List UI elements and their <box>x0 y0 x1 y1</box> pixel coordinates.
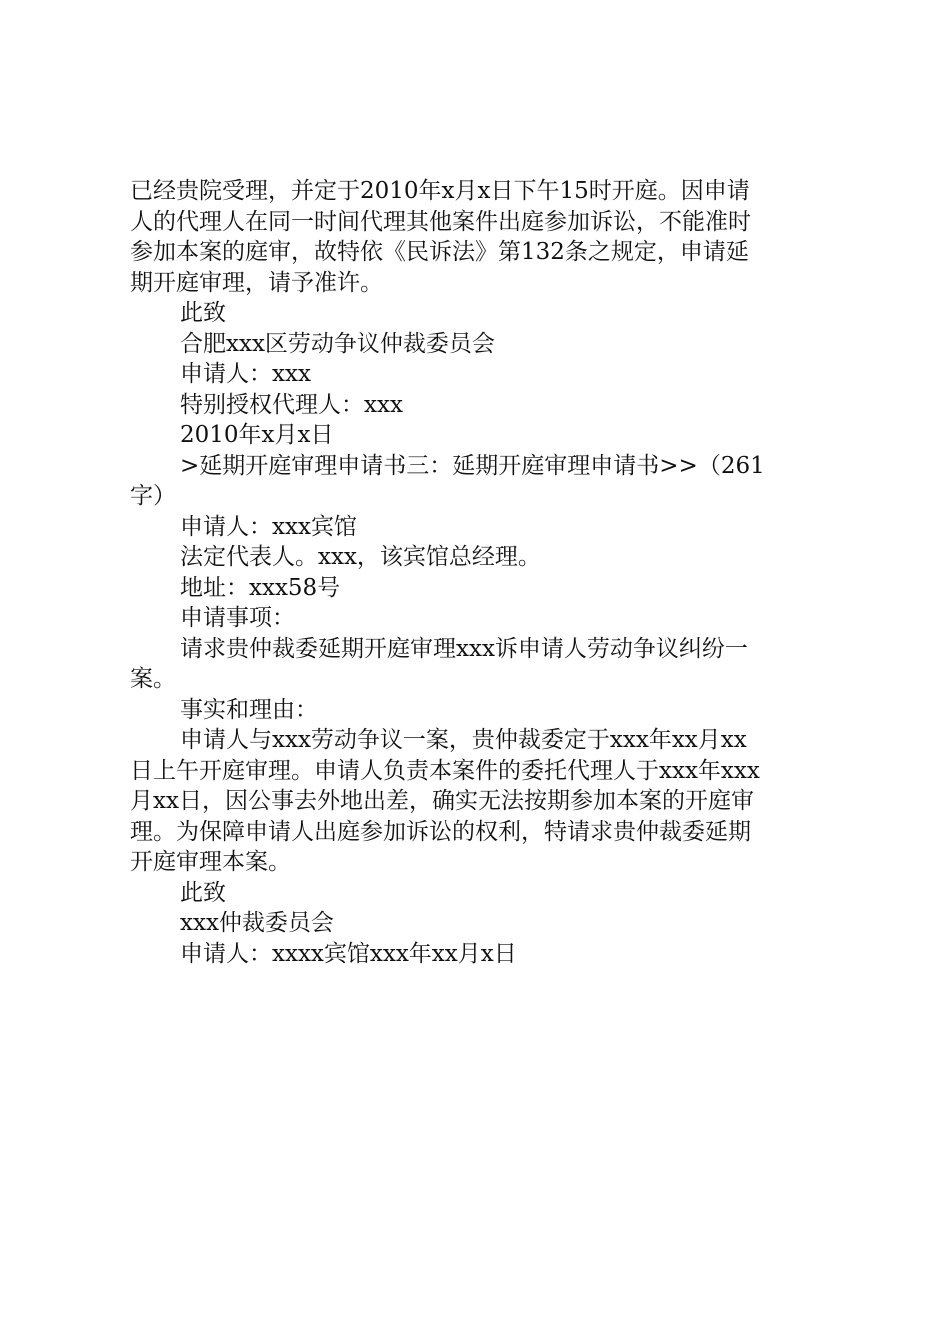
applicant-2: 申请人：xxx宾馆 <box>180 513 357 540</box>
closing-salutation-1: 此致 <box>180 300 226 326</box>
request-line-2: 案。 <box>130 666 176 692</box>
document-body <box>130 176 830 969</box>
request-line-1: 请求贵仲裁委延期开庭审理xxx诉申请人劳动争议纠纷一 <box>180 635 748 662</box>
facts-line-2: 日上午开庭审理。申请人负责本案件的委托代理人于xxx年xxx <box>130 757 760 784</box>
intro-line-2: 人的代理人在同一时间代理其他案件出庭参加诉讼，不能准时 <box>130 208 751 235</box>
address: 地址：xxx58号 <box>180 574 341 601</box>
signature-line: 申请人：xxxx宾馆xxx年xx月x日 <box>180 940 517 967</box>
request-label: 申请事项： <box>180 605 295 631</box>
section-heading: >延期开庭审理申请书三：延期开庭审理申请书>>（261 <box>180 452 765 479</box>
facts-line-3: 月xx日，因公事去外地出差，确实无法按期参加本案的开庭审 <box>130 788 754 814</box>
date-1: 2010年x月x日 <box>180 422 334 448</box>
legal-representative: 法定代表人。xxx，该宾馆总经理。 <box>180 544 541 570</box>
facts-label: 事实和理由： <box>180 696 318 723</box>
recipient-1: 合肥xxx区劳动争议仲裁委员会 <box>180 330 495 357</box>
intro-line-3: 参加本案的庭审，故特依《民诉法》第132条之规定，申请延 <box>130 239 749 265</box>
applicant-1: 申请人：xxx <box>180 361 311 387</box>
facts-line-1: 申请人与xxx劳动争议一案，贵仲裁委定于xxx年xx月xx <box>180 727 747 753</box>
section-heading-continuation: 字） <box>130 483 176 509</box>
intro-line-4: 期开庭审理，请予准许。 <box>130 269 383 296</box>
facts-line-4: 理。为保障申请人出庭参加诉讼的权利，特请求贵仲裁委延期 <box>130 818 751 845</box>
closing-salutation-2: 此致 <box>180 879 226 906</box>
facts-line-5: 开庭审理本案。 <box>130 849 291 875</box>
recipient-2: xxx仲裁委员会 <box>180 910 334 936</box>
intro-line-1: 已经贵院受理，并定于2010年x月x日下午15时开庭。因申请 <box>130 178 750 204</box>
authorized-agent: 特别授权代理人：xxx <box>180 391 403 418</box>
